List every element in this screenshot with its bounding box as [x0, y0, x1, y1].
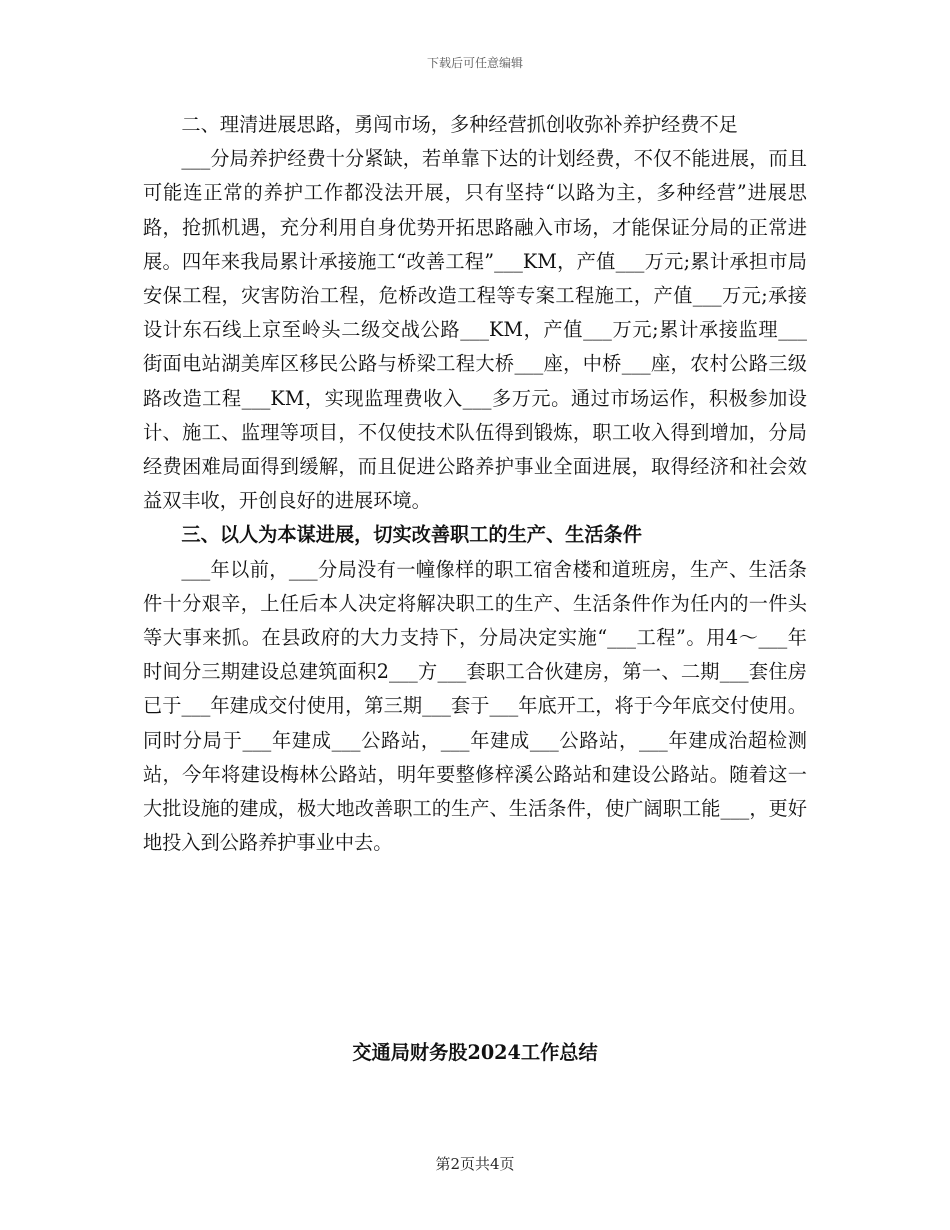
- page-header-note: 下载后可任意编辑: [426, 56, 523, 70]
- section-3-heading: 三、以人为本谋进展，切实改善职工的生产、生活条件: [181, 523, 642, 547]
- next-document-title: 交通局财务股2024工作总结: [352, 1041, 598, 1064]
- page-number-footer: 第2页共4页: [435, 1155, 515, 1173]
- section-3-paragraph: ___年以前，___分局没有一幢像样的职工宿舍楼和道班房，生产、生活条件十分艰辛，上任后本人决定将解决职工的生产、生活条件作为任内的一件头等大事来抓。在县政府的大力支持下，分局决定实施“___工程”。用4～___年时间分三期建设总建筑面积2___方___套职工合伙建房，第一、二期___套住房已于___年建成交付使用，第三期___套于___年底开工，将于今年底交付使用。同时分局于___年建成___公路站，___年建成___公路站，___年建成治超检测站，今年将建设梅林公路站，明年要整修梓溪公路站和建设公路站。随着这一大批设施的建成，极大地改善职工的生产、生活条件，使广阔职工能___，更好地投入到公路养护事业中去。: [143, 557, 807, 855]
- section-2-paragraph: ___分局养护经费十分紧缺，若单靠下达的计划经费，不仅不能进展，而且可能连正常的养护工作都没法开展，只有坚持“以路为主，多种经营”进展思路，抢抓机遇，充分利用自身优势开拓思路融入市场，才能保证分局的正常进展。四年来我局累计承接施工“改善工程”___KM，产值___万元;累计承担市局安保工程，灾害防治工程，危桥改造工程等专案工程施工，产值___万元;承接设计东石线上京至岭头二级交战公路___KM，产值___万元;累计承接监理___街面电站湖美库区移民公路与桥梁工程大桥___座，中桥___座，农村公路三级路改造工程___KM，实现监理费收入___多万元。通过市场运作，积极参加设计、施工、监理等项目，不仅使技术队伍得到锻炼，职工收入得到增加，分局经费困难局面得到缓解，而且促进公路养护事业全面进展，取得经济和社会效益双丰收，开创良好的进展环境。: [143, 147, 807, 513]
- document-body: [143, 108, 807, 860]
- section-2-heading: 二、理清进展思路，勇闯市场，多种经营抓创收弥补养护经费不足: [181, 113, 738, 136]
